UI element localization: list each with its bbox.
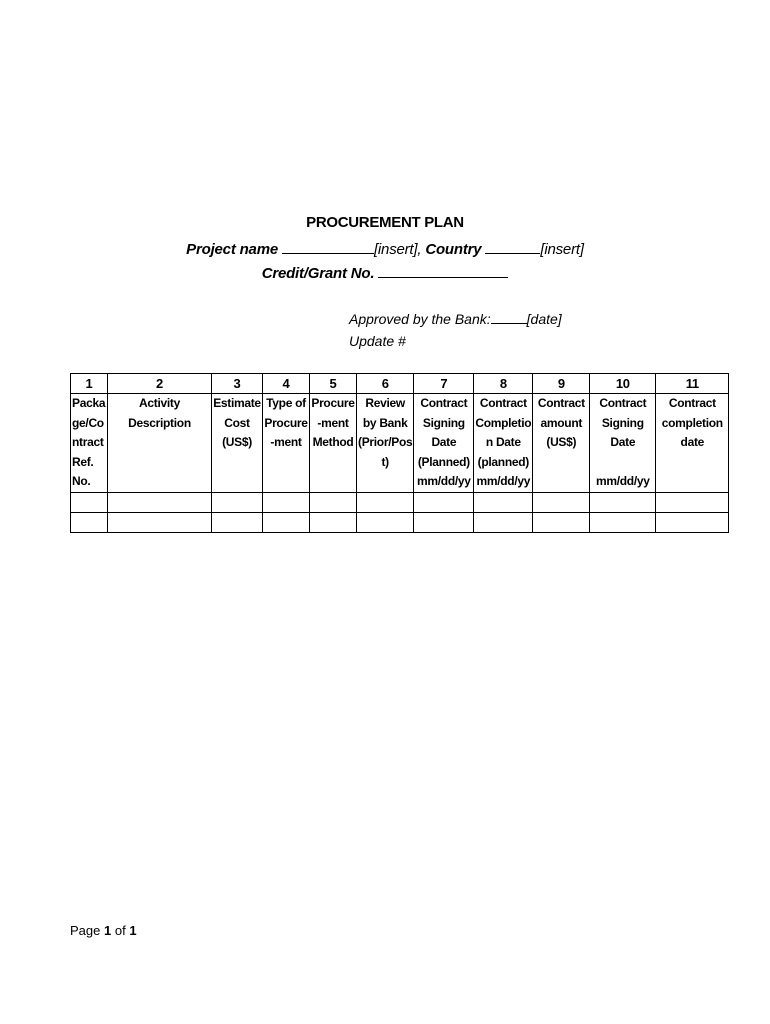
table-cell[interactable] — [656, 512, 729, 532]
col-number: 5 — [310, 374, 357, 394]
table-cell[interactable] — [263, 492, 310, 512]
table-cell[interactable] — [533, 492, 590, 512]
page-footer — [70, 923, 137, 938]
update-number: Update # — [349, 333, 406, 349]
project-insert: [insert], — [373, 241, 422, 258]
header-review-by-bank: Review by Bank (Prior/Pos t) — [357, 394, 414, 493]
header-contract-completion-date-planned: Contract Completio n Date (planned) mm/dd/yy — [474, 394, 533, 493]
approved-label: Approved by the Bank: — [349, 311, 491, 327]
table-cell[interactable] — [474, 492, 533, 512]
table-cell[interactable] — [474, 512, 533, 532]
col-number: 8 — [474, 374, 533, 394]
credit-grant-blank[interactable] — [378, 263, 508, 278]
country-blank[interactable] — [485, 239, 540, 254]
table-cell[interactable] — [310, 512, 357, 532]
country-insert: [insert] — [540, 241, 584, 258]
header-contract-signing-date-planned: Contract Signing Date (Planned) mm/dd/yy — [414, 394, 474, 493]
table-cell[interactable] — [212, 512, 263, 532]
table-cell[interactable] — [108, 512, 212, 532]
header-type-of-procurement: Type of Procure -ment — [263, 394, 310, 493]
procurement-table — [70, 373, 729, 533]
table-cell[interactable] — [533, 512, 590, 532]
col-number: 3 — [212, 374, 263, 394]
country-label: Country — [425, 241, 482, 258]
header-contract-amount: Contract amount (US$) — [533, 394, 590, 493]
table-row — [71, 492, 729, 512]
col-number: 1 — [71, 374, 108, 394]
column-number-row — [71, 374, 729, 394]
table-cell[interactable] — [108, 492, 212, 512]
page-total: 1 — [129, 923, 137, 938]
header-contract-completion-date: Contract completion date — [656, 394, 729, 493]
col-number: 7 — [414, 374, 474, 394]
table-cell[interactable] — [310, 492, 357, 512]
col-number: 11 — [656, 374, 729, 394]
header-estimate-cost: Estimate Cost (US$) — [212, 394, 263, 493]
page-title: PROCUREMENT PLAN — [306, 214, 464, 231]
project-name-blank[interactable] — [282, 239, 374, 254]
col-number: 2 — [108, 374, 212, 394]
col-number: 9 — [533, 374, 590, 394]
table-cell[interactable] — [357, 492, 414, 512]
project-line — [0, 239, 770, 258]
table-cell[interactable] — [590, 492, 656, 512]
approved-date: [date] — [526, 311, 562, 327]
table-cell[interactable] — [656, 492, 729, 512]
column-header-row — [71, 394, 729, 493]
table-row — [71, 512, 729, 532]
table-cell[interactable] — [590, 512, 656, 532]
project-name-label: Project name — [186, 241, 278, 258]
credit-grant-label: Credit/Grant No. — [261, 265, 375, 282]
table-cell[interactable] — [263, 512, 310, 532]
header-contract-signing-date: Contract Signing Date mm/dd/yy — [590, 394, 656, 493]
table-cell[interactable] — [212, 492, 263, 512]
page-word: Page — [70, 923, 101, 938]
header-procurement-method: Procure -ment Method — [310, 394, 357, 493]
approved-date-blank[interactable] — [491, 310, 527, 324]
page-number: 1 — [104, 923, 112, 938]
col-number: 6 — [357, 374, 414, 394]
table-cell[interactable] — [414, 512, 474, 532]
header-package-ref: Packa ge/Co ntract Ref. No. — [71, 394, 108, 493]
table-cell[interactable] — [414, 492, 474, 512]
header-activity-description: Activity Description — [108, 394, 212, 493]
table-cell[interactable] — [71, 512, 108, 532]
col-number: 4 — [263, 374, 310, 394]
table-cell[interactable] — [357, 512, 414, 532]
of-word: of — [114, 923, 126, 938]
table-cell[interactable] — [71, 492, 108, 512]
col-number: 10 — [590, 374, 656, 394]
approved-by-bank — [349, 310, 562, 327]
credit-line — [0, 263, 770, 282]
